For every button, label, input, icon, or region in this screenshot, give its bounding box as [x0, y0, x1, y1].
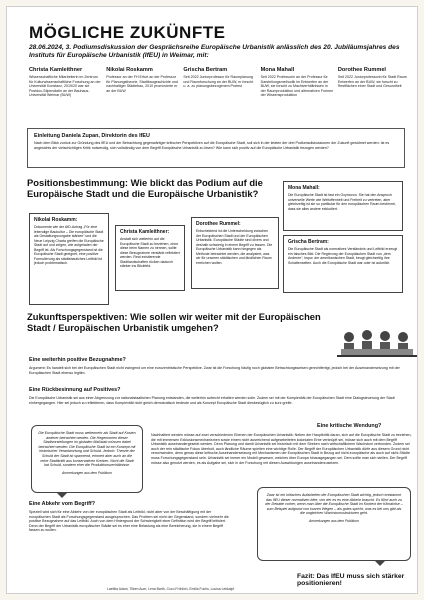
statement-box-mahall — [283, 181, 403, 231]
question-text: Die Europäische Urbanistik sei aus einer Abgrenzung zur nationalstaatlichen Planung entstanden, die weiterhin aufrecht erhalten werden solle. Zudem sei mit der Komplexität der Europäischen Stadt eine Dialogsteuerung der Stadt einhergegangen. Hier sei jedoch zu reflektieren, dass Komplexität nicht gleich demokratisch bedeute und als Konzept Europäische Stadt diesbezüglich zu kurz greife. — [29, 396, 395, 405]
page-subtitle: 28.06.2024, 3. Podiumsdiskussion der Gesprächsreihe Europäische Urbanistik anlässlich des 20. Jubiläumsjahres des Instituts für Europäische Urbanistik (IfEU) in Weimar, mit: — [29, 44, 400, 60]
speaker — [29, 67, 102, 98]
speaker-desc: Wissenschaftliche Mitarbeiterin im Zentrum für Kulturwissenschaftliche Forschung an der Universität Konstanz, 2019/20 war sie Postdoc-Stipendiatin an der Bauhaus-Universität Weimar (BUW) — [29, 75, 101, 97]
statement-speaker: Nikolai Roskamm: — [34, 217, 78, 223]
speaker — [106, 67, 179, 98]
question-text: Speziell wird sich für eine Abkehr von der europäischen Stadt als Leitbild, nicht aber von der Beschäftigung mit der europäischen Stadt als Forschungsgegenstand ausgesprochen. Das Problem sei nicht der Gegenstand, sondern vielmehr die positive Bezugnahme auf das Leitbild. Auch von dem Hintergrund der Schwierigkeit einer Definition wird der Begriff kritisiert. Denn der Begriff der Urbanistik europäischer Städte sei es eher eine Belastung als eine Bereicherung, sie in einem Begriff fassen zu wollen. — [29, 510, 229, 533]
quote-author: Anmerkungen aus dem Publikum — [309, 518, 359, 523]
speaker-desc: Seit 2022 Juniorprofessor für Raumplanung und Raumforschung an der BUW, er forscht u. a. zu planungsbezogenem Protest — [183, 75, 254, 88]
poster — [6, 6, 418, 594]
speaker-desc: Seit 2022 Professorin an der Professur für Darstellungsmethodik im Entwerfen an der BUW, sie forscht zu Machtverhältnissen in der Raumproduktion und alternativen Formen der Wissensproduktion — [260, 75, 334, 97]
statement-text: Anstatt sich weiterhin auf die Europäische Stadt zu beziehen, ohne diese beim Namen zu nennen, sollte diese Bezugnahme verstärkt reflektiert werden. Real existierende Stadtlandschaften rücken dadurch stärker ins Blickfeld. — [120, 237, 180, 268]
einleitung-box — [27, 128, 405, 168]
question-heading: Eine kritische Wendung? — [317, 423, 382, 429]
speaker-desc: Professor an der FH Erfurt an der Professur für Planungstheorie, Stadtbaugeschichte und nachhaltiger Städtebau, 2010 promovierte er an der BUW — [106, 75, 178, 93]
speaker-name: Christa Kamleithner — [29, 67, 83, 73]
quote-text: Die Europäische Stadt muss weitermehr als Stadt auf Kosten anderer betrachtet werden. Die Hegemonien dieser Stadtvorstellungen im globalen Maßstab müssen dabei betrachtet werden. Die Europäische Stadt ist ein Konzept mit historischer Verantwortung und Schuld. Jedoch: Theorie der Schuld der Stadt ist spannend, erinnert aber auch an die reine Stadtkritik aus konservativen Kreisen. Nicht die Stadt hat Schuld, sondern eher die Produktionsverhältnisse. — [38, 431, 136, 468]
einleitung-text: Nach dem Blick zurück zur Gründung des IfEU und der Betrachtung gegenwärtiger kritischer Perspektiven auf die Europäische Stadt, soll sich in der letzten der drei Podiumsdiskussionen der Zukunft gewidmet werden: Ist es angesichts der vielschichtigen Kritik notwendig, sich vollständig von dem Begriff Europäische Urbanistik zu lösen? Wie kann sich positiv auf die Europäische Urbanistik bezogen werden? — [34, 141, 390, 150]
fazit: Fazit: Das IfEU muss sich stärker positionieren! — [297, 573, 405, 587]
authors: Laetitia Adam, Tilben Auer, Lena Barth, Coco Fröhlich, Emilia Fuchs, Louisa Lekkaipf — [107, 587, 235, 591]
statement-text: Die Europäische Stadt ist fast ein Oxymoron. Sie hat den Anspruch universelle Werte wie Weltoffenheit und Freiheit zu vertreten, aber gleichzeitig ist sie so partikular für den europäischen Raum bestimmt, dass sie alles andere exkludiert. — [288, 193, 396, 211]
question-text: Nachhaltiert werden müsse auf zwei verschiedenen Ebenen der Europäischen Urbanistik: Neben der Hauptkritik daran, sich auf die Europäische Stadt zu beziehen, die mit immensen Exklusionsmechanismen sowie einem nicht ausreichend aufgearbeiteten kolonialen Erbe verknüpft sei, müsse sich auch mit dem Begriff Urbanistik auseinandergesetzt werden. Denn Planung und damit Urbanistik sei historisch mit dem Streben nach wirtschaftlichem Wachstum verbunden. Zudem sei auch der rein städtische Fokus überholt, auch ländliche Räume spielten eine wichtige Rolle. Der Begriff der Europäischen Urbanistik dürfe aus diesem Grund nicht verschwinden, denn genau diese kritische Auseinandersetzung mit Mechanismen der Europäischen Stadt in Bezug auf nicht-europäische als auch auf nicht-Städte muss Forschungsgegenstand sein. Urbanistik sei immer ein Modell gewesen, welches über Europa hinausgegangen sei. Dem sollte man sich stellen. Der Begriff müsse also genutzt werden, es als Aufgabe sei, sich in der Forschung mit diesen Auswirkungen auseinanderzusetzen. — [151, 433, 412, 465]
speaker-name: Mona Mahall — [260, 67, 295, 73]
section2-heading: Zukunftsperspektiven: Wie sollen wir weiter mit der Europäischen Stadt / Europäischen Urbanistik umgehen? — [27, 311, 321, 333]
speaker-desc: Seit 2022 Juniorprofessorin für Stadt Raum Entwerfen an der BUW, sie forscht zu Restflächen einer Stadt und Gesundheit — [337, 75, 407, 88]
page-title: MÖGLICHE ZUKÜNFTE — [29, 23, 226, 42]
question-heading: Eine Rückbesinnung auf Positives? — [29, 387, 121, 393]
speaker-list — [29, 67, 411, 98]
audience-quote-1 — [31, 425, 143, 493]
statement-box-roskamm — [29, 213, 109, 305]
speaker — [183, 67, 256, 98]
speaker — [261, 67, 334, 98]
statement-speaker: Christa Kamleithner: — [120, 229, 170, 235]
speaker-name: Dorothee Rummel — [337, 67, 386, 73]
question-text: Argument: Es handelt sich bei der Europäischen Stadt nicht zwingend um eine eurozentristische Perspektive. Zwar ist die Forschung häufig noch globalen Betrachtungsweisen gerechtfertigt, jedoch bei der Auseinandersetzung mit der Europäischen Stadt ebenso legitim. — [29, 366, 400, 375]
section1-heading: Positionsbestimmung: Wie blickt das Podium auf die Europäische Stadt und die Europäische Urbanistik? — [27, 177, 263, 199]
audience-quote-2 — [257, 487, 411, 561]
speaker-name: Grischa Bertram — [183, 67, 228, 73]
discussion-illustration-icon — [337, 315, 417, 371]
question-heading: Eine weiterhin positive Bezugnahme? — [29, 357, 126, 363]
statement-box-bertram — [283, 235, 403, 293]
question-heading: Eine Abkehr vom Begriff? — [29, 501, 95, 507]
einleitung-heading: Einleitung Daniela Zupan, Direktorin des IfEU — [34, 133, 150, 139]
statement-text: Entscheidend ist die Unterscheidung zwischen der Europäischen Stadt und der Europäischen Urbanistik. Europäische Städte sind divers und deshalb schwierig in einem Begriff zu fassen. Die Europäische Urbanistik kann hingegen als Methode betrachtet werden, die analysiert, was wir für unseren städtischen und ländlichen Raum erreichen wollen. — [196, 229, 273, 265]
statement-speaker: Mona Mahall: — [288, 185, 320, 191]
statement-text: Die Europäische Stadt als normatives Verständnis und Leitbild erzeugt ein falsches Bild. Die Regierung der Europäischen Stadt von „dem Anderen“, bspw. der amerikanischen Stadt, beugt gleichzeitig ihre Schattenseiten. Auch die Europäische Stadt war oder ist autoritär. — [288, 247, 398, 265]
statement-box-kamleithner — [115, 225, 185, 291]
statement-box-rummel — [191, 217, 279, 289]
speaker — [338, 67, 411, 98]
speaker-name: Nikolai Roskamm — [106, 67, 153, 73]
statement-speaker: Dorothee Rummel: — [196, 221, 241, 227]
quote-author: Anmerkungen aus dem Publikum — [62, 470, 112, 475]
statement-speaker: Grischa Bertram: — [288, 239, 329, 245]
quote-text: Zwar ist ein kritisches Aufarbeiten der Europäischen Stadt wichtig, jedoch entstammt das IfEU dieser normativen Idee, von der es es eine Abkehr braucht. Es führt auch zu der Debatte vorher, wenn man über die Europäische Stadt im Kontext der Klimakrise – zum Beispiel aufgrund von kurzen Wegen – als gutes spricht, was es bei uns gibt als die ungleichen Wachstumsstrukturen geht. — [265, 493, 403, 516]
statement-text: Dokumente wie der AfD-Antrag „Für eine lebendige Baukultur – Die europäische Stadt als Gestaltungsvorgabe stärken“ und die Neue Leipzig Charta greifen die Europäische Stadt auf und zeigen, wie aufgeladen der Begriff ist. Als Forschungsgegenstand ist die Europäische Stadt geeignet, eine positive Formulierung als städtebauliches Leitbild ist jedoch problematisch. — [34, 225, 104, 265]
